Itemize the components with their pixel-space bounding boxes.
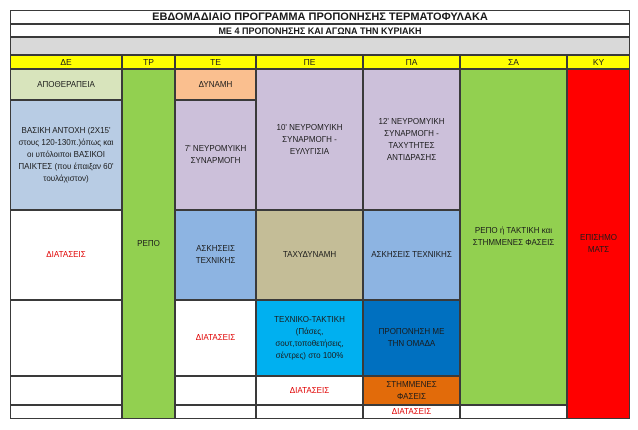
te-empty-cell (175, 405, 256, 419)
pe-speed-strength-cell: ΤΑΧΥΔΥΝΑΜΗ (256, 210, 363, 300)
schedule-subtitle: ΜΕ 4 ΠΡΟΠΟΝΗΣΗΣ ΚΑΙ ΑΓΩΝΑ ΤΗΝ ΚΥΡΙΑΚΗ (10, 24, 630, 37)
pa-stretching-cell: ΔΙΑΤΑΣΕΙΣ (363, 405, 460, 419)
de-recovery-cell: ΑΠΟΘΕΡΑΠΕΙΑ (10, 69, 122, 100)
sa-empty-cell (460, 405, 567, 419)
ky-match-cell: ΕΠΙΣΗΜΟ ΜΑΤΣ (567, 69, 630, 419)
tr-rest-cell: ΡΕΠΟ (122, 69, 175, 419)
de-empty-cell (10, 405, 122, 419)
pe-stretching-cell: ΔΙΑΤΑΣΕΙΣ (256, 376, 363, 405)
de-stretching-cell: ΔΙΑΤΑΣΕΙΣ (10, 210, 122, 300)
te-technique-cell: ΑΣΚΗΣΕΙΣ ΤΕΧΝΙΚΗΣ (175, 210, 256, 300)
te-coordination-cell: 7' ΝΕΥΡΟΜΥΙΚΗ ΣΥΝΑΡΜΟΓΗ (175, 100, 256, 210)
pa-technique-cell: ΑΣΚΗΣΕΙΣ ΤΕΧΝΙΚΗΣ (363, 210, 460, 300)
pa-team-cell: ΠΡΟΠΟΝΗΣΗ ΜΕ ΤΗΝ ΟΜΑΔΑ (363, 300, 460, 376)
sa-rest-tactics-cell: ΡΕΠΟ ή ΤΑΚΤΙΚΗ και ΣΤΗΜΜΕΝΕΣ ΦΑΣΕΙΣ (460, 69, 567, 405)
de-endurance-cell: ΒΑΣΙΚΗ ΑΝΤΟΧΗ (2Χ15' στους 120-130π.)όπως και οι υπόλοιποι ΒΑΣΙΚΟΙ ΠΑΙΚΤΕΣ (που έπαιξαν 60' τουλάχιστον) (10, 100, 122, 210)
day-header-pa: ΠΑ (363, 55, 460, 69)
blank-band (10, 37, 630, 55)
day-header-te: ΤΕ (175, 55, 256, 69)
day-header-de: ΔΕ (10, 55, 122, 69)
te-strength-cell: ΔΥΝΑΜΗ (175, 69, 256, 100)
schedule-title: ΕΒΔΟΜΑΔΙΑΙΟ ΠΡΟΓΡΑΜΜΑ ΠΡΟΠΟΝΗΣΗΣ ΤΕΡΜΑΤΟΦΥΛΑΚΑ (10, 10, 630, 24)
de-empty-cell (10, 376, 122, 405)
day-header-sa: ΣΑ (460, 55, 567, 69)
te-empty-cell (175, 376, 256, 405)
day-header-tr: ΤΡ (122, 55, 175, 69)
de-empty-cell (10, 300, 122, 376)
pe-coordination-cell: 10' ΝΕΥΡΟΜΥΙΚΗ ΣΥΝΑΡΜΟΓΗ - ΕΥΛΥΓΙΣΙΑ (256, 69, 363, 210)
pe-empty-cell (256, 405, 363, 419)
pa-coordination-cell: 12' ΝΕΥΡΟΜΥΙΚΗ ΣΥΝΑΡΜΟΓΗ - ΤΑΧΥΤΗΤΕΣ ΑΝΤΙΔΡΑΣΗΣ (363, 69, 460, 210)
pe-tech-tactics-cell: ΤΕΧΝΙΚΟ-ΤΑΚΤΙΚΗ (Πάσες, σουτ,τοποθετήσεις, σέντρες) στο 100% (256, 300, 363, 376)
pa-set-pieces-cell: ΣΤΗΜΜΕΝΕΣ ΦΑΣΕΙΣ (363, 376, 460, 405)
te-stretching-cell: ΔΙΑΤΑΣΕΙΣ (175, 300, 256, 376)
day-header-pe: ΠΕ (256, 55, 363, 69)
day-header-ky: ΚΥ (567, 55, 630, 69)
